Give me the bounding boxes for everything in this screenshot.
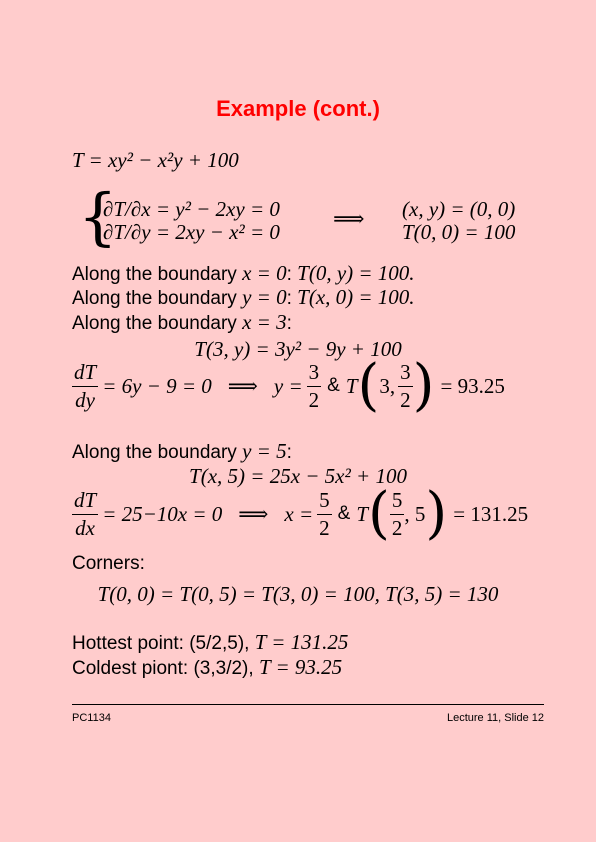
hottest-label: Hottest point: (5/2,5), [72,633,255,654]
boundary-y0-line [72,285,415,310]
boundary-y5-derivative [72,481,529,546]
x-fraction [317,487,332,540]
deriv-den: dy [75,387,95,412]
footer-divider [72,704,544,705]
footer-slide-info: Lecture 11, Slide 12 [446,712,544,724]
deriv-num: dT [72,362,98,387]
deriv-rhs: = 6y − 9 = 0 [102,373,212,398]
value: = 93.25 [440,373,505,398]
frac-den: 2 [391,515,403,540]
boundary-var: y = 0 [242,285,287,309]
boundary-var: y = 5 [242,439,287,463]
frac-den: 2 [308,387,320,412]
boundary-label: Along the boundary [72,442,243,463]
implies-arrow: ⟹ [238,501,269,526]
boundary-eq: T(x, 0) = 100. [297,285,415,309]
deriv-fraction [72,359,98,412]
coldest-label: Coldest piont: (3,3/2), [72,658,259,679]
boundary-x3-line [72,310,292,335]
boundary-y5-line [72,439,292,464]
slide-title: Example (cont.) [216,96,380,121]
implies-arrow: ⟹ [333,206,365,231]
boundary-x0-line [72,261,415,286]
system-eq1: ∂T/∂x = y² − 2xy = 0 [103,197,280,221]
frac-num: 3 [307,362,322,387]
boundary-var: x = 0 [242,261,287,285]
deriv-fraction [72,487,98,540]
function-equation: T = xy² − x²y + 100 [72,148,239,172]
arg-fraction [390,487,405,540]
frac-num: 3 [398,362,413,387]
deriv-den: dx [75,515,95,540]
coldest-point [72,655,342,680]
x-lhs: x = [284,501,314,526]
boundary-x3-equation: T(3, y) = 3y² − 9y + 100 [194,337,402,361]
boundary-var: x = 3 [242,310,287,334]
left-paren-icon: ( [357,353,380,418]
boundary-label: Along the boundary [72,288,243,309]
boundary-sep: : [286,264,298,285]
system-result2: T(0, 0) = 100 [402,220,516,244]
right-paren-icon: ) [412,353,435,418]
value: = 131.25 [453,501,529,526]
arg-last: , 5 [404,501,426,526]
boundary-label: Along the boundary [72,264,243,285]
corners-label: Corners: [72,553,145,574]
frac-den: 2 [400,387,411,412]
boundary-eq: T(0, y) = 100. [297,261,415,285]
T-symbol: T [345,373,358,398]
arg-first: 3, [379,373,396,398]
frac-den: 2 [319,515,330,540]
arg-fraction [398,359,413,412]
right-paren-icon: ) [425,481,448,546]
left-paren-icon: ( [368,481,390,546]
corners-equation: T(0, 0) = T(0, 5) = T(3, 0) = 100, T(3, 5) = 130 [97,582,499,606]
left-brace-icon: { [78,180,118,253]
boundary-sep: : [286,288,298,309]
hottest-point [72,630,348,655]
boundary-sep: : [286,313,292,334]
boundary-label: Along the boundary [72,313,243,334]
coldest-eq: T = 93.25 [258,655,343,679]
ampersand: & [337,503,351,524]
frac-num: 5 [390,490,405,515]
y-fraction [307,359,322,412]
hottest-eq: T = 131.25 [254,630,349,654]
deriv-rhs: = 25−10x = 0 [102,501,223,526]
system-result1: (x, y) = (0, 0) [402,197,516,221]
T-symbol: T [356,501,369,526]
system-eq2: ∂T/∂y = 2xy − x² = 0 [103,220,280,244]
deriv-num: dT [72,490,98,515]
boundary-sep: : [286,442,292,463]
implies-arrow: ⟹ [227,373,258,398]
boundary-y5-equation: T(x, 5) = 25x − 5x² + 100 [189,464,407,488]
frac-num: 5 [317,490,332,515]
y-lhs: y = [273,373,303,398]
boundary-x3-derivative [72,353,505,418]
ampersand: & [327,375,340,396]
footer-course-code: PC1134 [72,712,111,724]
